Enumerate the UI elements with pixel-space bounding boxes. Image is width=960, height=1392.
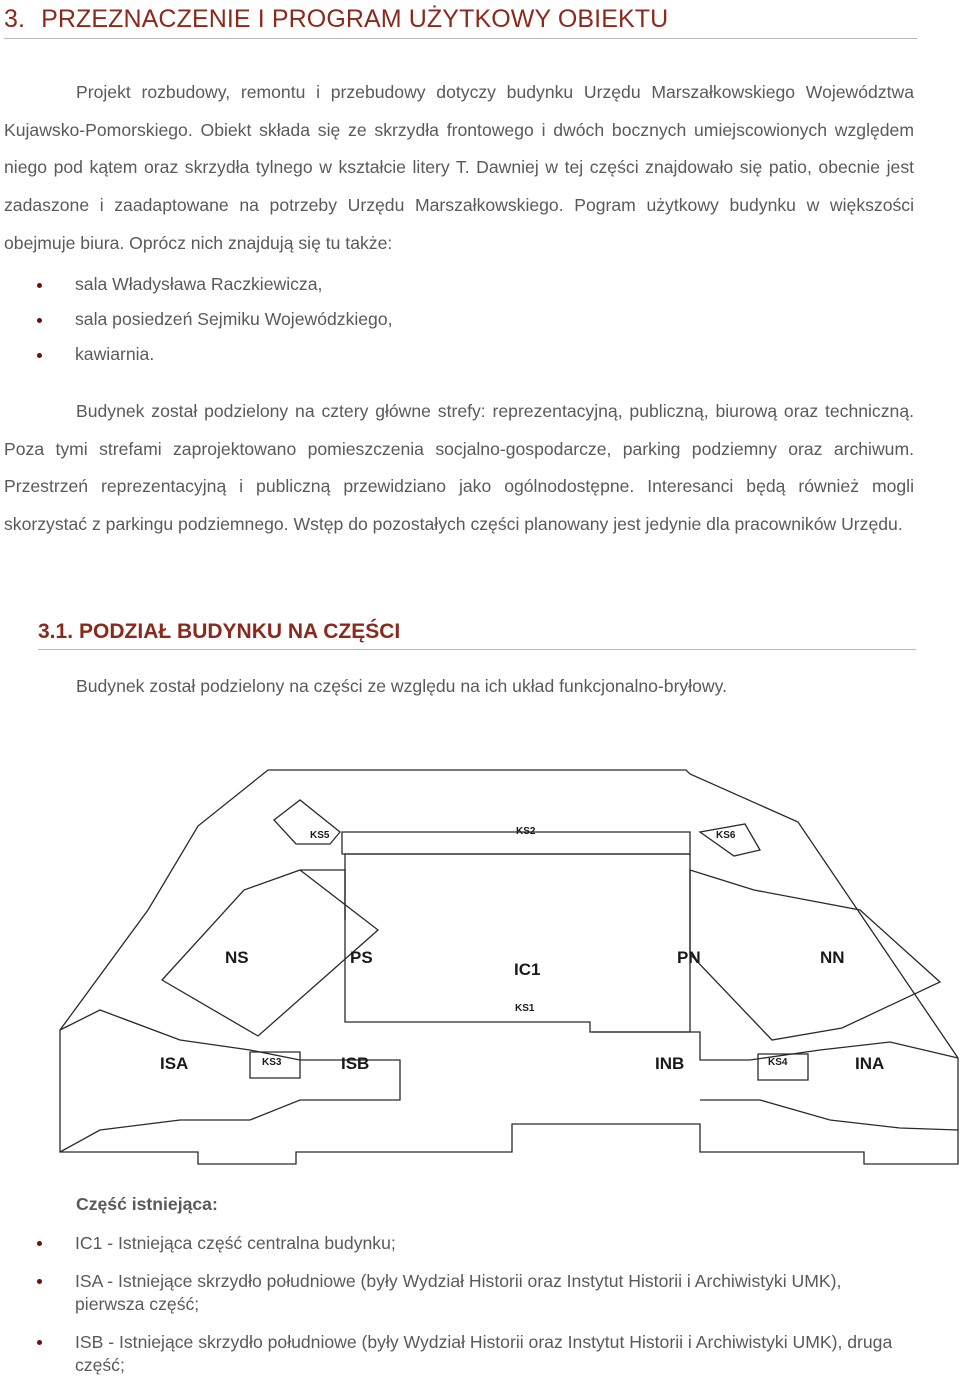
paragraph-zones-text: Budynek został podzielony na cztery główne strefy: reprezentacyjną, publiczną, biurową oraz techniczną. Poza tymi strefami zaprojektowano pomieszczenia socjalno-gospodarcze, parking podziemny oraz archiwum. Przestrzeń reprezentacyjną i publiczną przewidziano jako ogólnodostępne. Interesanci będą również mogli skorzystać z parkingu podziemnego. Wstęp do pozostałych części planowany jest jedynie dla pracowników Urzędu.: [4, 401, 914, 535]
bullet-icon: [37, 283, 42, 288]
label-pn: PN: [677, 948, 701, 967]
bullet-icon: [37, 1241, 42, 1246]
bullet-icon: [37, 1279, 42, 1284]
section-number: 3.: [4, 5, 26, 33]
label-ps: PS: [350, 948, 373, 967]
existing-heading: Część istniejąca:: [76, 1194, 218, 1214]
subsection-intro: Budynek został podzielony na części ze względu na ich układ funkcjonalno-bryłowy.: [76, 676, 728, 696]
label-ina: INA: [855, 1054, 885, 1073]
building-outline: [60, 770, 958, 1164]
subsection-heading: [38, 618, 916, 650]
label-inb: INB: [655, 1054, 685, 1073]
label-ks1: KS1: [515, 1003, 535, 1014]
paragraph-intro-text: Projekt rozbudowy, remontu i przebudowy dotyczy budynku Urzędu Marszałkowskiego Województwa Kujawsko-Pomorskiego. Obiekt składa się ze skrzydła frontowego i dwóch bocznych umiejscowionych względem niego pod kątem oraz skrzydła tylnego w kształcie litery T. Dawniej w tej części znajdowało się patio, obecnie jest zadaszone i zaadaptowane na potrzeby Urzędu Marszałkowskiego. Pogram użytkowy budynku w większości obejmuje biura. Oprócz nich znajdują się tu także:: [4, 82, 914, 253]
bullet-icon: [37, 318, 42, 323]
list-item: sala posiedzeń Sejmiku Wojewódzkiego,: [0, 302, 393, 337]
rooms-list: [0, 267, 393, 372]
label-ks2: KS2: [516, 826, 536, 837]
label-isb: ISB: [341, 1054, 370, 1073]
right-wing-upper: [690, 870, 940, 1040]
paragraph-intro: [4, 74, 914, 263]
label-isa: ISA: [160, 1054, 189, 1073]
label-ks6: KS6: [716, 830, 736, 841]
bullet-icon: [37, 353, 42, 358]
label-ns: NS: [225, 948, 249, 967]
subsection-number: 3.1.: [38, 620, 74, 643]
label-ks5: KS5: [310, 830, 330, 841]
paragraph-zones: [4, 393, 914, 544]
list-item: ISB - Istniejące skrzydło południowe (były Wydział Historii oraz Instytut Historii i Archiwistyki UMK), druga część;: [0, 1331, 900, 1377]
building-plan-diagram: [0, 760, 960, 1180]
label-ic1: IC1: [514, 960, 541, 979]
subsection-title: PODZIAŁ BUDYNKU NA CZĘŚCI: [79, 620, 401, 643]
existing-parts-list: [0, 1232, 900, 1392]
section-heading: [4, 2, 917, 39]
label-ks3: KS3: [262, 1057, 282, 1068]
list-item: kawiarnia.: [0, 337, 393, 372]
label-ks4: KS4: [768, 1057, 788, 1068]
left-wing-lower: [60, 1010, 400, 1152]
section-title: PRZEZNACZENIE I PROGRAM UŻYTKOWY OBIEKTU: [41, 5, 669, 33]
list-item: ISA - Istniejące skrzydło południowe (były Wydział Historii oraz Instytut Historii i Archiwistyki UMK), pierwsza część;: [0, 1270, 900, 1316]
right-wing-lower: [592, 1032, 958, 1130]
list-item: sala Władysława Raczkiewicza,: [0, 267, 393, 302]
bullet-icon: [37, 1340, 42, 1345]
label-nn: NN: [820, 948, 845, 967]
list-item: IC1 - Istniejąca część centralna budynku;: [0, 1232, 900, 1255]
